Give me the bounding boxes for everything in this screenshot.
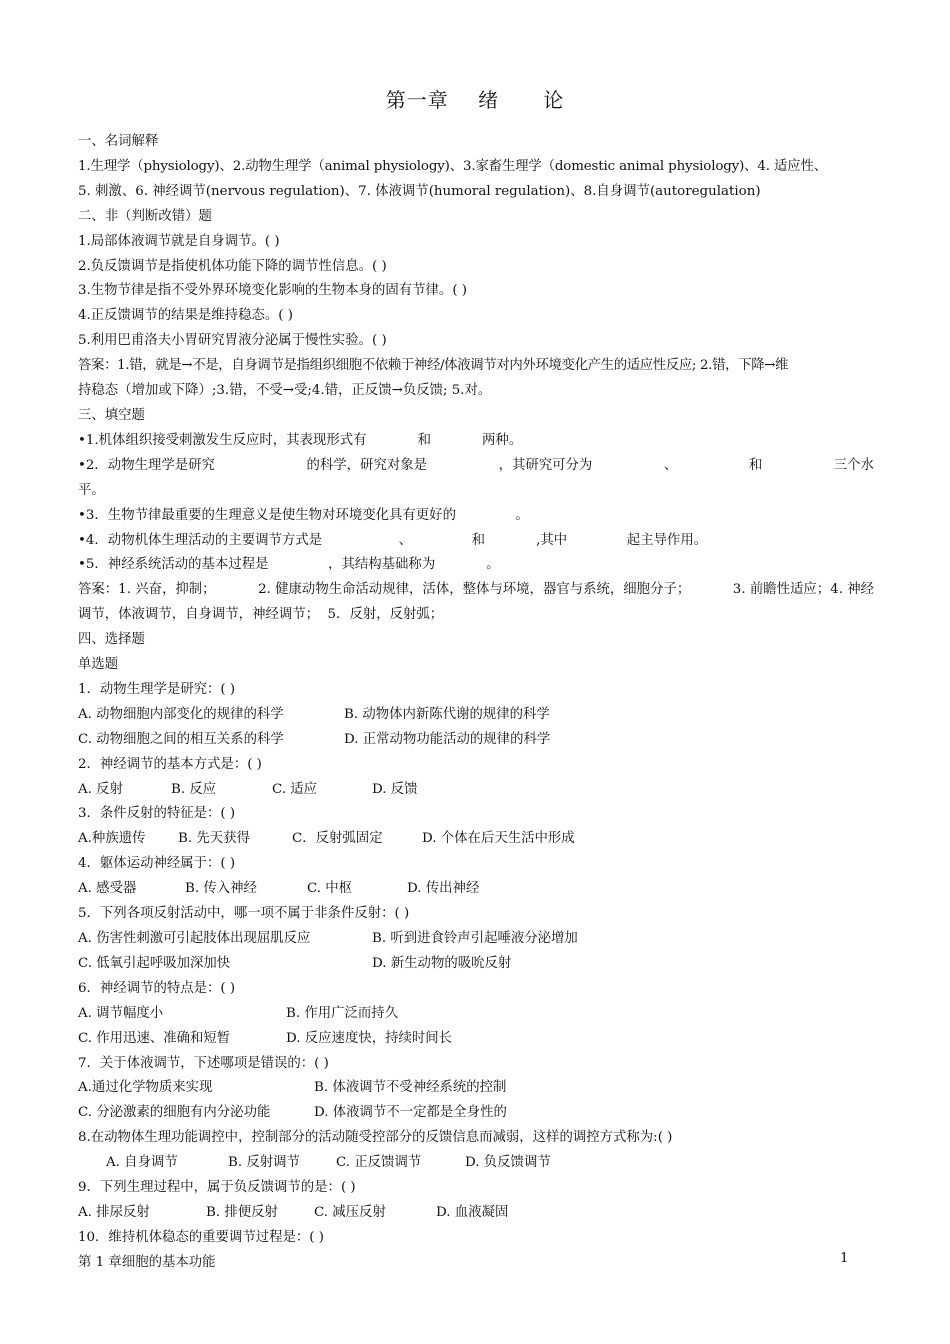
option-d: D. 血液凝固: [436, 1204, 509, 1220]
option-row: [78, 728, 874, 753]
fill-question-tail: 平。: [78, 482, 105, 498]
option-row: [78, 1201, 874, 1226]
answer-part: 答案：1. 兴奋，抑制；: [78, 582, 216, 598]
footer-chapter: 第 1 章细胞的基本功能: [78, 1255, 216, 1270]
judgement-question: 3.生物节律是指不受外界环境变化影响的生物本身的固有节律。( ): [78, 283, 468, 299]
option-row: [78, 952, 874, 977]
judgement-question: 1.局部体液调节就是自身调节。( ): [78, 233, 280, 249]
choice-question: 10．维持机体稳态的重要调节过程是：( ): [78, 1229, 324, 1245]
option-row: [78, 1027, 874, 1052]
option-row: [78, 877, 874, 902]
answer-line: 持稳态（增加或下降）;3.错，不受→受;4.错，正反馈→负反馈; 5.对。: [78, 383, 492, 399]
option-c: C. 正反馈调节: [336, 1155, 422, 1171]
choice-question: 3．条件反射的特征是：( ): [78, 806, 236, 822]
option-row: [78, 778, 874, 803]
option-a: A.种族遗传: [78, 831, 146, 847]
option-d: D. 新生动物的吸吮反射: [372, 955, 512, 971]
option-d: D. 体液调节不一定都是全身性的: [314, 1105, 507, 1121]
fill-question-part: ，其研究可分为: [498, 457, 593, 473]
option-a: A.通过化学物质来实现: [78, 1080, 213, 1096]
option-d: D. 正常动物功能活动的规律的科学: [344, 731, 551, 747]
fill-question-part: •2．动物生理学是研究: [78, 457, 215, 473]
option-a: A. 自身调节: [106, 1155, 178, 1171]
option-c: C. 适应: [272, 781, 318, 797]
fill-question-part: 、: [663, 457, 678, 473]
answer-line: 答案：1.错，就是→不是，自身调节是指组织细胞不依赖于神经/体液调节对内外环境变化产生的适应性反应; 2.错，下降→维: [78, 358, 789, 374]
option-b: B. 反应: [171, 781, 217, 797]
page-number: 1: [840, 1251, 849, 1266]
fill-question-part: 的科学，研究对象是: [306, 457, 428, 473]
option-c: C. 低氧引起呼吸加深加快: [78, 955, 231, 971]
option-c: C. 减压反射: [314, 1204, 386, 1220]
option-a: A. 伤害性刺激可引起肢体出现屈肌反应: [78, 931, 311, 946]
answer-line: [78, 578, 874, 603]
judgement-question: 5.利用巴甫洛夫小胃研究胃液分泌属于慢性实验。( ): [78, 333, 387, 349]
option-d: D. 个体在后天生活中形成: [422, 831, 575, 847]
option-row: [78, 1151, 874, 1176]
option-row: [78, 703, 874, 728]
section-heading: 一、名词解释: [78, 134, 159, 149]
choice-question: 2．神经调节的基本方式是：( ): [78, 756, 262, 772]
option-b: B. 反射调节: [228, 1155, 300, 1171]
fill-question-part: 三个水: [833, 457, 874, 473]
chapter-title: 第一章 绪 论: [385, 88, 565, 112]
option-c: C．反射弧固定: [292, 831, 383, 847]
option-d: D. 反馈: [372, 781, 418, 797]
judgement-question: 2.负反馈调节是指使机体功能下降的调节性信息。( ): [78, 258, 387, 274]
document-body: [78, 130, 874, 1251]
fill-question: •3．生物节律最重要的生理意义是使生物对环境变化具有更好的 。: [78, 507, 529, 523]
option-d: D. 反应速度快，持续时间长: [286, 1030, 453, 1046]
judgement-question: 4.正反馈调节的结果是维持稳态。( ): [78, 308, 293, 324]
section-heading: 三、填空题: [78, 407, 145, 423]
option-row: [78, 1076, 874, 1101]
option-b: B. 听到进食铃声引起唾液分泌增加: [372, 931, 578, 946]
sub-heading: 单选题: [78, 657, 119, 673]
choice-question: 6．神经调节的特点是：( ): [78, 980, 236, 996]
option-d: D. 传出神经: [407, 881, 480, 897]
choice-question: 4．躯体运动神经属于：( ): [78, 856, 236, 872]
option-a: A. 动物细胞内部变化的规律的科学: [78, 706, 284, 722]
option-a: A. 反射: [78, 781, 123, 797]
fill-question: •5．神经系统活动的基本过程是 ，其结构基础称为 。: [78, 557, 500, 573]
option-b: B. 作用广泛而持久: [286, 1005, 399, 1021]
choice-question: 9．下列生理过程中，属于负反馈调节的是：( ): [78, 1180, 356, 1196]
answer-part: 3. 前瞻性适应；4. 神经: [732, 582, 874, 598]
option-row: [78, 927, 874, 952]
answer-line: 调节，体液调节，自身调节，神经调节； 5．反射，反射弧；: [78, 607, 444, 623]
section-heading: 四、选择题: [78, 632, 145, 648]
fill-question: •1.机体组织接受刺激发生反应时，其表现形式有 和 两种。: [78, 432, 523, 448]
option-b: B. 体液调节不受神经系统的控制: [314, 1080, 507, 1096]
fill-question: [78, 454, 874, 479]
choice-question: 7．关于体液调节，下述哪项是错误的：( ): [78, 1055, 329, 1071]
option-c: C. 作用迅速、准确和短暂: [78, 1030, 231, 1046]
answer-part: 2. 健康动物生命活动规律，活体，整体与环境，器官与系统，细胞分子；: [258, 582, 691, 598]
option-b: B. 传入神经: [185, 881, 257, 897]
option-row: [78, 827, 874, 852]
option-c: C. 动物细胞之间的相互关系的科学: [78, 731, 284, 747]
option-b: B. 动物体内新陈代谢的规律的科学: [344, 706, 550, 722]
choice-question: 5．下列各项反射活动中，哪一项不属于非条件反射：( ): [78, 906, 410, 922]
option-c: C. 中枢: [307, 881, 353, 897]
option-row: [78, 1101, 874, 1126]
term-list-line: 5. 刺激、6. 神经调节(nervous regulation)、7. 体液调节(humoral regulation)、8.自身调节(autoregulation): [78, 183, 761, 199]
section-heading: 二、非（判断改错）题: [78, 208, 212, 224]
option-c: C. 分泌激素的细胞有内分泌功能: [78, 1105, 271, 1121]
fill-question: •4．动物机体生理活动的主要调节方式是 、 和 ,其中 起主导作用。: [78, 532, 708, 548]
option-b: B. 先天获得: [178, 831, 250, 847]
option-d: D. 负反馈调节: [465, 1155, 551, 1171]
option-a: A. 感受器: [78, 881, 137, 897]
choice-question: 1．动物生理学是研究：( ): [78, 681, 236, 697]
term-list-line: 1.生理学（physiology)、2.动物生理学（animal physiology)、3.家畜生理学（domestic animal physiology)、4. 适应性、: [78, 158, 827, 174]
fill-question-part: 和: [748, 457, 763, 473]
option-b: B. 排便反射: [206, 1204, 278, 1220]
option-a: A. 排尿反射: [78, 1204, 150, 1220]
option-row: [78, 1002, 874, 1027]
choice-question: 8.在动物体生理功能调控中，控制部分的活动随受控部分的反馈信息而减弱，这样的调控方式称为:( ): [78, 1130, 673, 1146]
option-a: A. 调节幅度小: [78, 1005, 164, 1021]
